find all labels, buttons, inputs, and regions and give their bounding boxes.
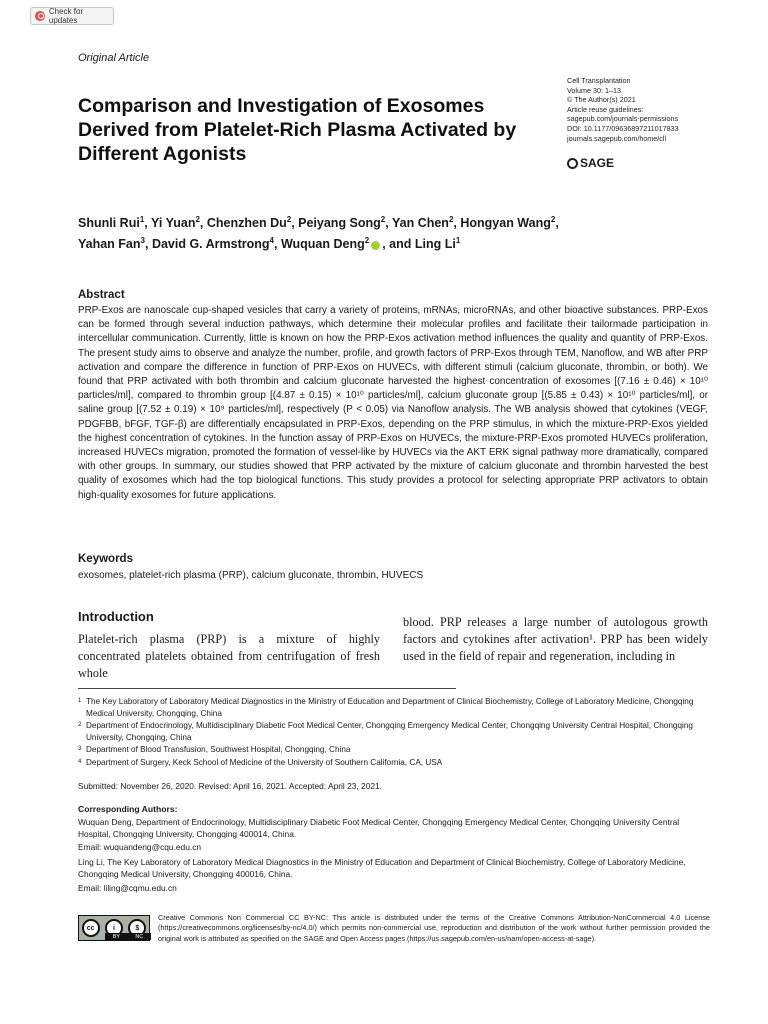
author: Peiyang Song xyxy=(298,216,381,231)
cc-badge-label xyxy=(105,933,151,940)
affiliation-item xyxy=(78,744,708,756)
sage-logo-text: SAGE xyxy=(580,156,615,170)
journal-reuse: Article reuse guidelines: xyxy=(567,104,644,114)
corresponding-author-2: Ling Li, The Key Laboratory of Laboratory Medical Diagnostics in the Ministry of Education and Department of Clinical Biochemistry, College of Laboratory Medicine, Chongqing Medical University, Chongqing 400016, China. xyxy=(78,857,686,879)
introduction-right-column xyxy=(403,614,708,665)
affiliation-number: 2 xyxy=(78,722,82,729)
check-for-updates-button[interactable] xyxy=(30,7,114,25)
sage-logo-icon xyxy=(567,158,578,169)
cc-badge-nc: NC xyxy=(135,933,144,940)
journal-doi[interactable]: DOI: 10.1177/09636897211017833 xyxy=(567,123,679,133)
affiliation-number: 3 xyxy=(78,746,82,753)
author-affil: 1 xyxy=(455,236,461,246)
author: Wuquan Deng xyxy=(280,237,365,252)
sage-logo xyxy=(567,156,614,170)
footnote-divider xyxy=(78,688,456,689)
article-type: Original Article xyxy=(78,52,150,64)
author-affil: 3 xyxy=(140,236,145,246)
author: Chenzhen Du xyxy=(206,216,287,231)
keywords-heading: Keywords xyxy=(78,553,133,565)
corresponding-email-2[interactable]: Email: liling@cqmu.edu.cn xyxy=(78,883,177,893)
journal-info xyxy=(567,76,757,143)
author: Yan Chen xyxy=(391,216,449,231)
keywords-text: exosomes, platelet-rich plasma (PRP), calcium gluconate, thrombin, HUVECS xyxy=(78,570,424,581)
author-affil: 2 xyxy=(550,215,556,224)
author: Yi Yuan xyxy=(151,216,196,231)
cc-license-badge[interactable] xyxy=(78,915,150,941)
attribution-icon: i xyxy=(105,919,123,937)
author-affil: 2 xyxy=(380,215,386,224)
abstract-body xyxy=(78,304,708,503)
journal-home-link[interactable]: journals.sagepub.com/home/cll xyxy=(567,133,667,143)
journal-copyright: © The Author(s) 2021 xyxy=(567,95,636,105)
affiliation-list xyxy=(78,696,708,770)
cc-badge-by: BY xyxy=(112,933,121,940)
affiliation-text: Department of Endocrinology, Multidisciplinary Diabetic Foot Medical Center, Chongqing Emergency Medical Center, Chongqing University Central Hospital, Chongqing University, Chongqing, China xyxy=(86,721,693,742)
introduction-left-column xyxy=(78,631,380,682)
submission-dates: Submitted: November 26, 2020. Revised: April 16, 2021. Accepted: April 23, 2021. xyxy=(78,781,383,791)
author-affil: 2 xyxy=(195,215,200,224)
introduction-heading: Introduction xyxy=(78,609,154,624)
author-affil: 2 xyxy=(364,236,370,246)
author-affil: 2 xyxy=(286,215,292,224)
affiliation-text: Department of Blood Transfusion, Southwest Hospital, Chongqing, China xyxy=(86,745,351,755)
author: David G. Armstrong xyxy=(151,237,270,252)
journal-name: Cell Transplantation xyxy=(567,76,631,85)
journal-volume: Volume 30: 1–13 xyxy=(567,85,621,95)
author: Shunli Rui xyxy=(78,216,140,231)
affiliation-number: 1 xyxy=(78,698,82,704)
affiliation-item xyxy=(78,720,708,743)
affiliation-number: 4 xyxy=(78,758,82,765)
corresponding-author-1: Wuquan Deng, Department of Endocrinology, Multidisciplinary Diabetic Foot Medical Center, Chongqing Emergency Medical Center, Chongqing University Central Hospital, Chongqing University, Chongqing 400014, China. xyxy=(78,817,680,839)
author: Ling Li xyxy=(414,237,456,252)
affiliation-item xyxy=(78,757,708,769)
orcid-icon[interactable] xyxy=(371,241,380,250)
affiliation-item xyxy=(78,696,708,719)
journal-reuse-link[interactable]: sagepub.com/journals-permissions xyxy=(567,114,679,124)
affiliation-text: The Key Laboratory of Laboratory Medical Diagnostics in the Ministry of Education and Department of Clinical Biochemistry, College of Laboratory Medicine, Chongqing Medical University, Chongqing, China xyxy=(86,697,694,718)
author: Hongyan Wang xyxy=(460,216,551,231)
check-for-updates-label: Check for updates xyxy=(48,7,84,25)
author-list: Shunli Rui$^1$, Yi Yuan$^2$, Chenzhen Du$^2$, Peiyang Song$^2$, Yan Chen$^2$, Hongyan Wang$^2$, Yahan Fan$^3$, David G. Armstrong$^4$, Wuquan Deng$^2$ , and Ling Li$^1$ xyxy=(78,215,559,252)
license-text: Creative Commons Non Commercial CC BY-NC: This article is distributed under the terms of the Creative Commons Attribution-NonCommercial 4.0 License (https://creativecommons.org/licenses/by-nc/4.0/) which permits non-commercial use, reproduction and distribution of the work without further permission provided the original work is attributed as specified on the SAGE and Open Access pages (https://us.sagepub.com/en-us/nam/open-access-at-sage). xyxy=(158,913,710,943)
author: Yahan Fan xyxy=(78,237,141,252)
creative-commons-icon: cc xyxy=(82,919,100,937)
abstract-text: PRP-Exos are nanoscale cup-shaped vesicles that carry a variety of proteins, mRNAs, microRNAs, and other bioactive substances. PRP-Exos can be formed through several induction pathways, which determine their molecular profiles and facilitate their tailormade participation in intercellular communication. Currently, little is known on how the PRP-Exos activation method influences the quality and quantity of PRP-Exos. The present study aims to observe and analyze the number, profile, and growth factors of PRP-Exos through TEM, Nanoflow, and WB after PRP activation and compare the difference in function of PRP-Exos on HUVECs, with different stimuli (calcium gluconate, thrombin, or both). We found that PRP activated with both thrombin and calcium gluconate harvested the highest concentration of exosomes [(7.16 ± 0.46) × 10¹⁰ particles/ml], compared to thrombin group [(4.87 ± 0.15) × 10¹⁰ particles/ml], calcium gluconate group [(5.85 ± 0.43) × 10¹⁰ particles/ml], or saline group [(7.52 ± 0.19) × 10⁹ particles/ml], respectively (P < 0.05) via Nanoflow analysis. The WB analysis showed that cytokines (VEGF, PDGFBB, bFGF, TGF-β) are differentially encapsulated in PRP-Exos, depending on the PRP stimulus, in which the mixture-PRP-Exos yielded the highest concentration of cytokines. In the function assay of PRP-Exos on HUVECs, the mixture-PRP-Exos promoted HUVECs proliferation, increased HUVECs migration, promoted the formation of vessel-like by HUVECs via the AKT ERK signal pathway more dramatically, compared with other groups. In summary, our studies showed that PRP activated by the mixture of calcium gluconate and thrombin harvested the best quality of exosomes which had the top biological functions. This study provides a protocol for selecting appropriate PRP activators to obtain high-quality exosomes for future applications. xyxy=(78,305,708,501)
updates-icon xyxy=(35,11,45,21)
noncommercial-icon: $ xyxy=(128,919,146,937)
introduction-right-text: blood. PRP releases a large number of autologous growth factors and cytokines after activation¹. PRP has been widely used in the field of repair and regeneration, including in xyxy=(403,615,708,663)
author-affil: 4 xyxy=(269,236,274,246)
article-title: Comparison and Investigation of Exosomes Derived from Platelet-Rich Plasma Activated by Different Agonists xyxy=(78,95,517,165)
introduction-left-text: Platelet-rich plasma (PRP) is a mixture of highly concentrated platelets obtained from centrifugation of fresh whole xyxy=(78,632,380,680)
affiliation-text: Department of Surgery, Keck School of Medicine of the University of Southern California, CA, USA xyxy=(86,757,443,767)
author-affil: 1 xyxy=(139,215,145,224)
corresponding-email-1[interactable]: Email: wuquandeng@cqu.edu.cn xyxy=(78,842,202,852)
abstract-heading: Abstract xyxy=(78,289,125,301)
author-affil: 2 xyxy=(448,215,454,224)
corresponding-heading: Corresponding Authors: xyxy=(78,804,178,814)
